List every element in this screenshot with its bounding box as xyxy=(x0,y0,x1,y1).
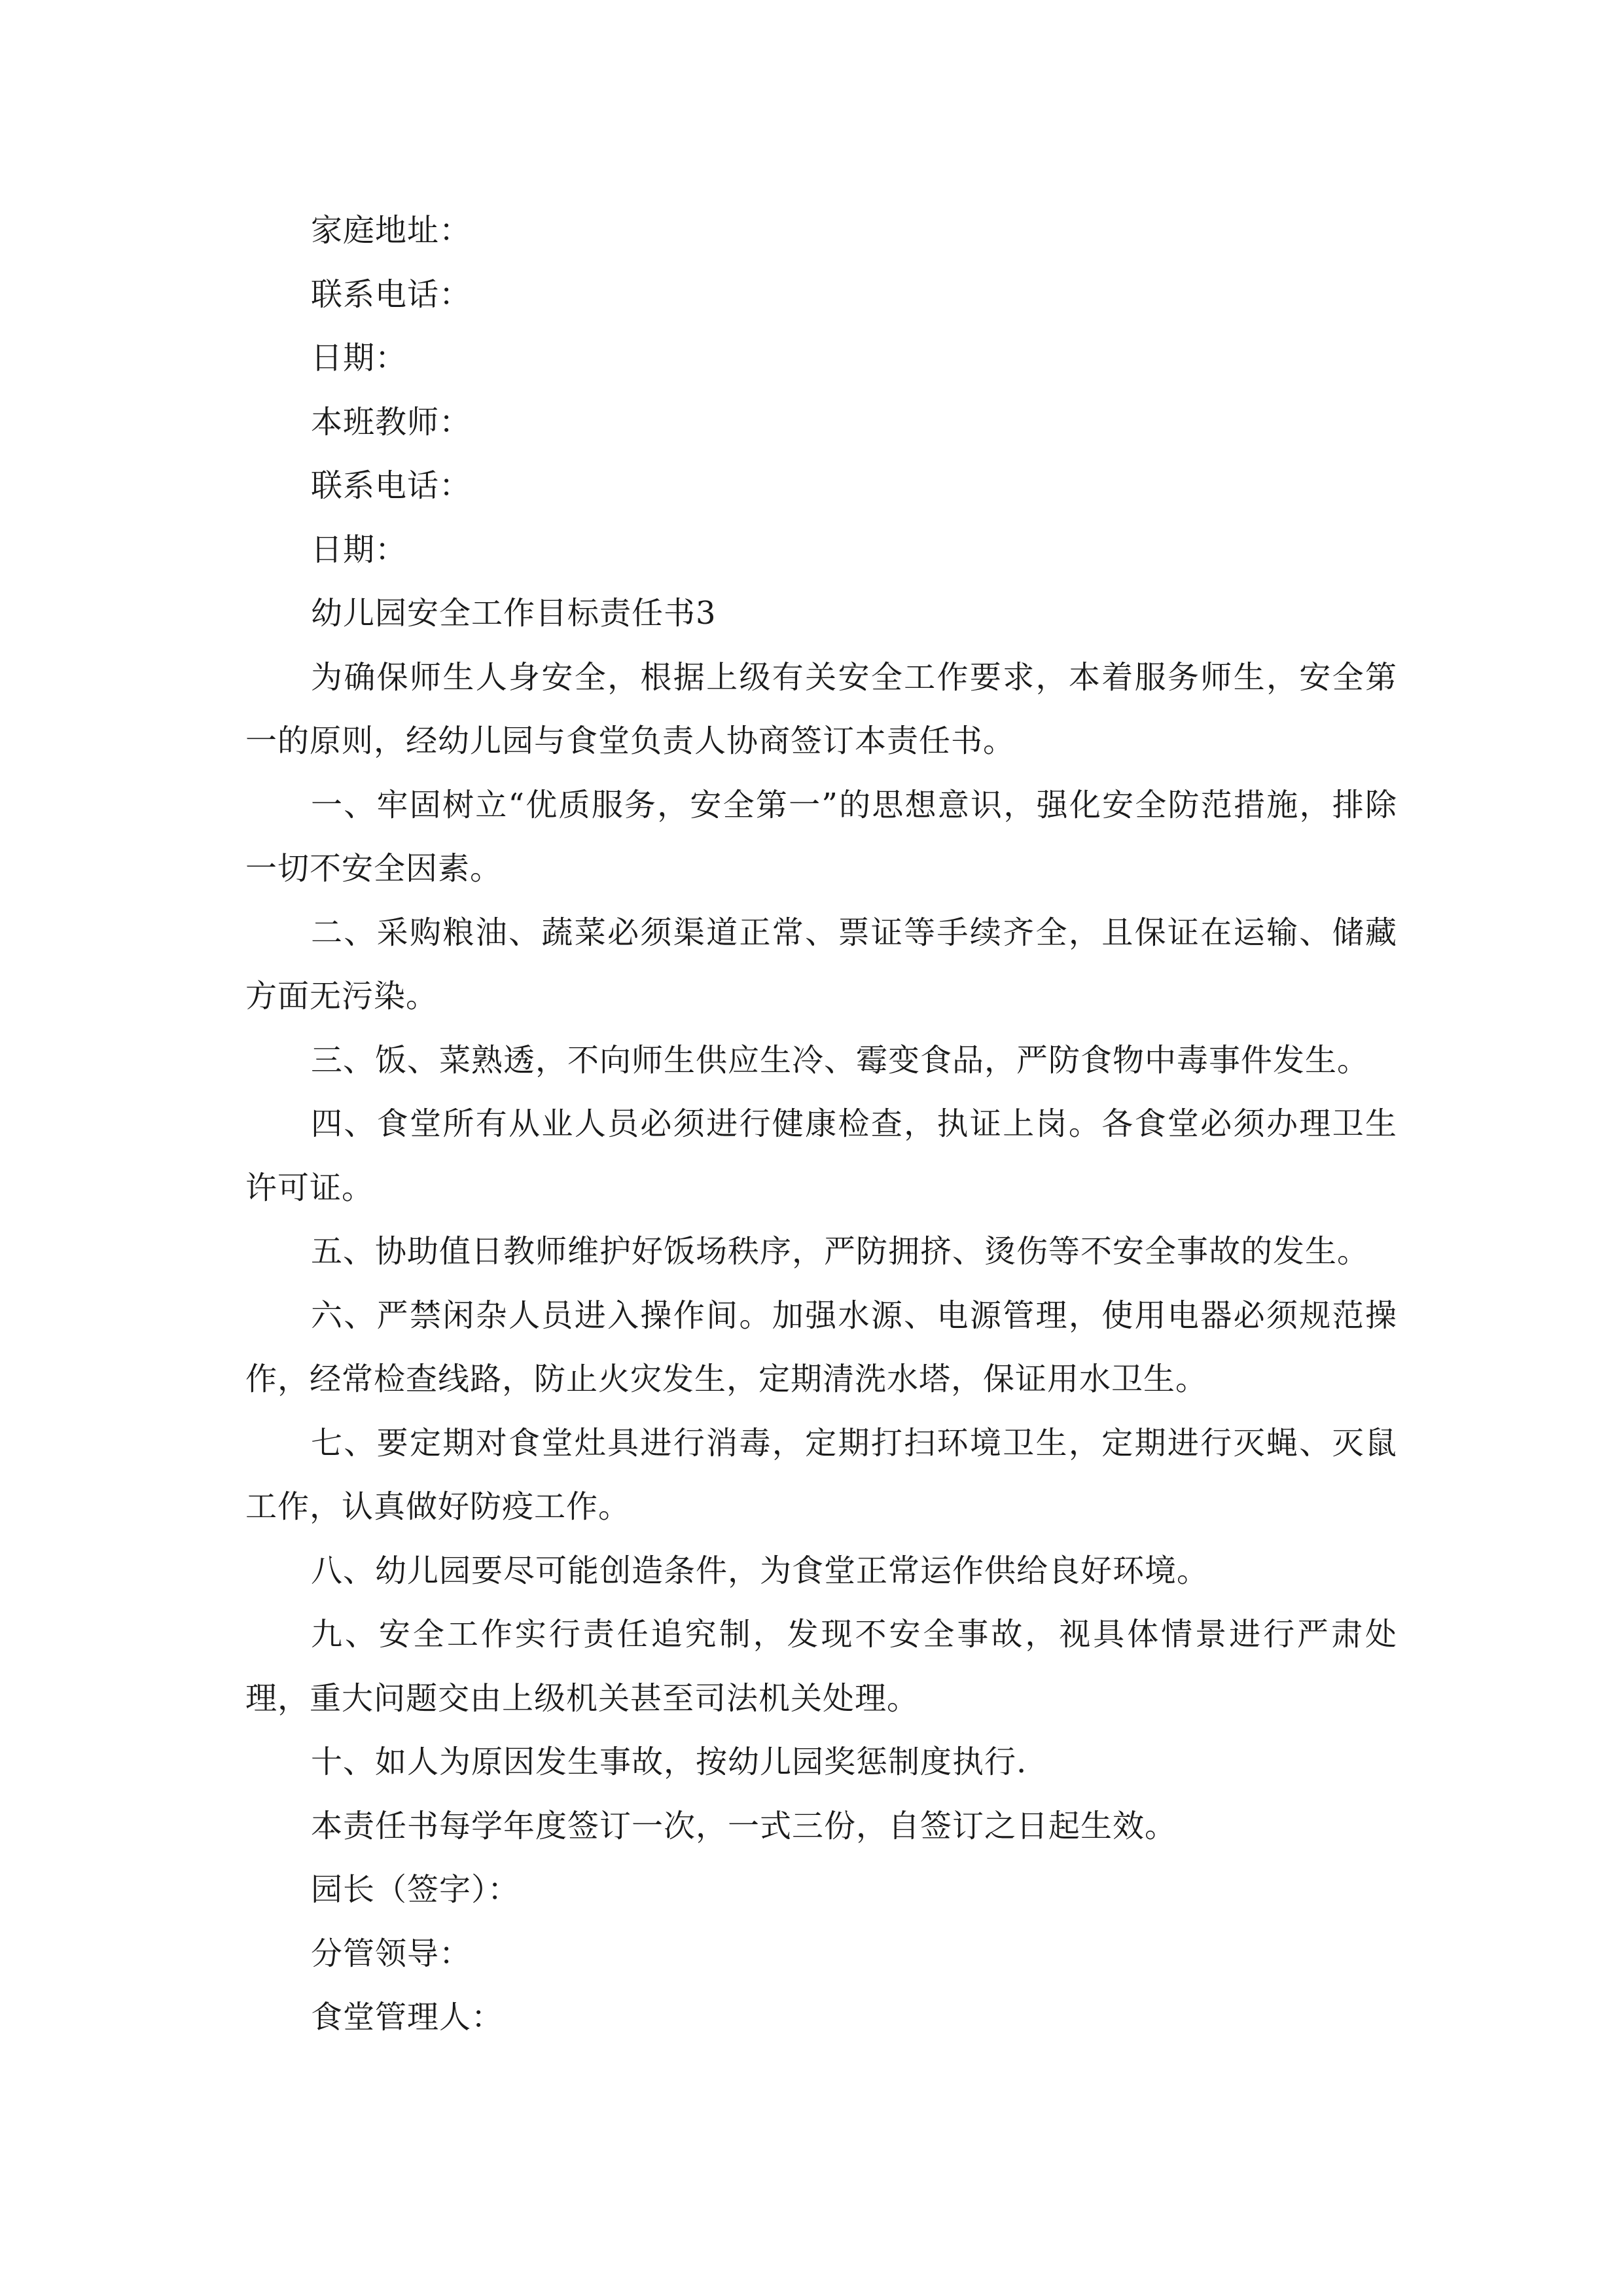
clause-2: 二、采购粮油、蔬菜必须渠道正常、票证等手续齐全，且保证在运输、储藏方面无污染。 xyxy=(245,914,1397,1014)
clause-9: 九、安全工作实行责任追究制，发现不安全事故，视具体情景进行严肃处理，重大问题交由上级机关甚至司法机关处理。 xyxy=(245,1616,1397,1717)
clause-6: 六、严禁闲杂人员进入操作间。加强水源、电源管理，使用电器必须规范操作，经常检查线路，防止火灾发生，定期清洗水塔，保证用水卫生。 xyxy=(245,1297,1397,1397)
validity-statement: 本责任书每学年度签订一次，一式三份，自签订之日起生效。 xyxy=(311,1807,1177,1844)
intro-paragraph: 为确保师生人身安全，根据上级有关安全工作要求，本着服务师生，安全第一的原则，经幼儿园与食堂负责人协商签订本责任书。 xyxy=(245,658,1397,759)
clause-8: 八、幼儿园要尽可能创造条件，为食堂正常运作供给良好环境。 xyxy=(311,1552,1209,1589)
signature-supervisor: 分管领导： xyxy=(311,1935,472,1972)
signature-canteen-manager: 食堂管理人： xyxy=(311,1999,504,2036)
clause-10: 十、如人为原因发生事故，按幼儿园奖惩制度执行. xyxy=(311,1744,1027,1780)
field-class-teacher: 本班教师： xyxy=(311,403,472,440)
clause-3: 三、饭、菜熟透，不向师生供应生冷、霉变食品，严防食物中毒事件发生。 xyxy=(311,1041,1370,1079)
field-contact-phone: 联系电话： xyxy=(311,276,472,313)
clause-1: 一、牢固树立“优质服务，安全第一”的思想意识，强化安全防范措施，排除一切不安全因素。 xyxy=(245,786,1397,887)
field-teacher-date: 日期： xyxy=(311,531,408,568)
field-home-address: 家庭地址： xyxy=(311,212,472,249)
field-date: 日期： xyxy=(311,340,408,376)
clause-4: 四、食堂所有从业人员必须进行健康检查，执证上岗。各食堂必须办理卫生许可证。 xyxy=(245,1105,1397,1206)
clause-7: 七、要定期对食堂灶具进行消毒，定期打扫环境卫生，定期进行灭蝇、灭鼠工作，认真做好防疫工作。 xyxy=(245,1424,1397,1525)
field-teacher-phone: 联系电话： xyxy=(311,467,472,504)
document-title: 幼儿园安全工作目标责任书3 xyxy=(311,595,717,632)
clause-5: 五、协助值日教师维护好饭场秩序，严防拥挤、烫伤等不安全事故的发生。 xyxy=(311,1233,1370,1270)
signature-principal: 园长（签字）： xyxy=(311,1871,520,1908)
document-body xyxy=(245,199,1397,2050)
